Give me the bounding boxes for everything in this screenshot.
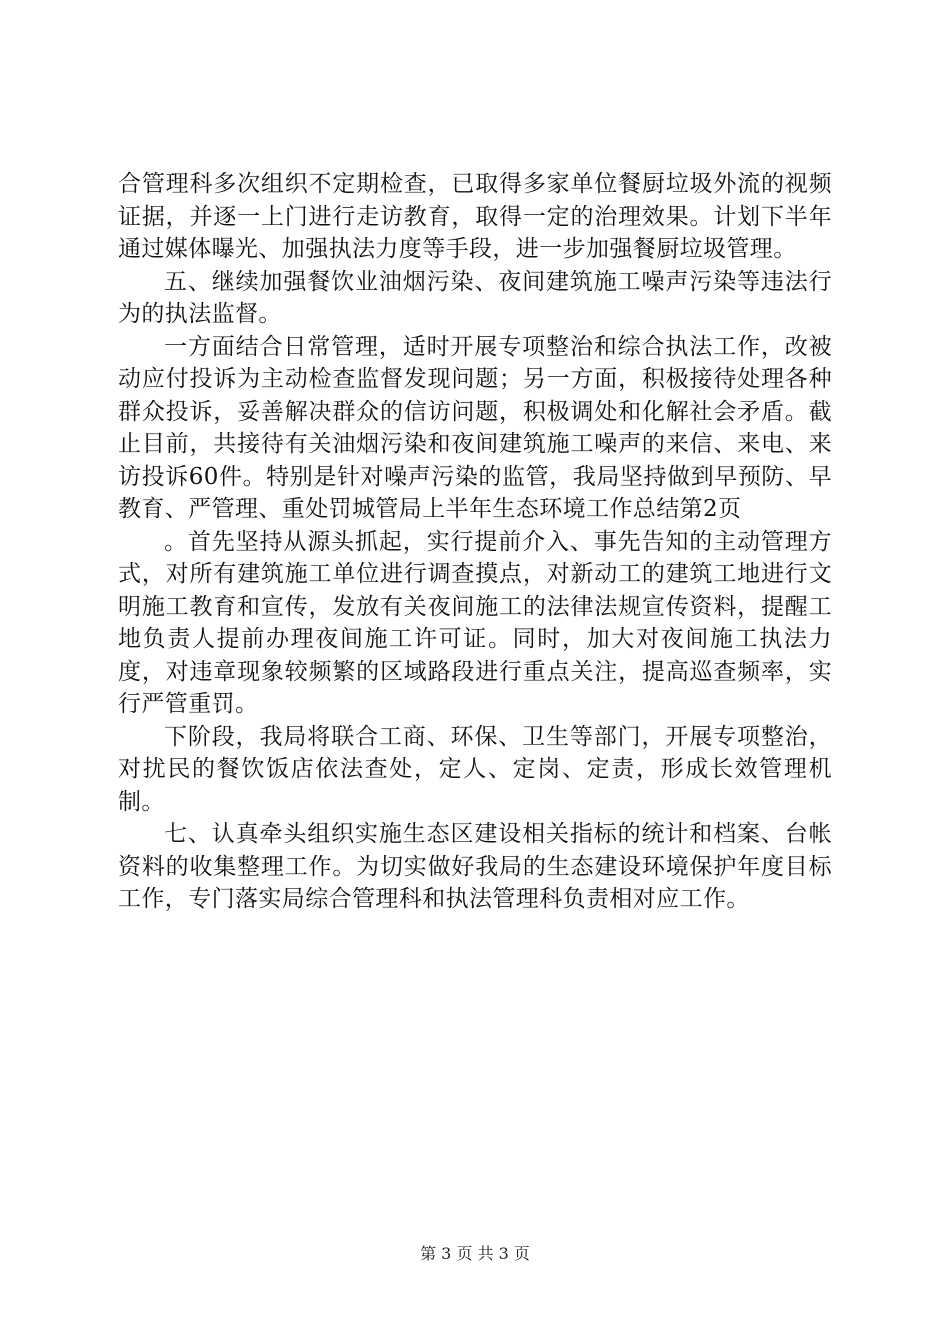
paragraph-section-five-heading: 五、继续加强餐饮业油烟污染、夜间建筑施工噪声污染等违法行为的执法监督。	[118, 268, 832, 327]
document-body	[118, 168, 832, 916]
paragraph-source-control: 。首先坚持从源头抓起，实行提前介入、事先告知的主动管理方式，对所有建筑施工单位进行调查摸点，对新动工的建筑工地进行文明施工教育和宣传，发放有关夜间施工的法律法规宣传资料，提醒工地负责人提前办理夜间施工许可证。同时，加大对夜间施工执法力度，对违章现象较频繁的区域路段进行重点关注，提高巡查频率，实行严管重罚。	[118, 528, 832, 717]
page-number-footer: 第 3 页 共 3 页	[420, 1244, 530, 1263]
paragraph-next-stage: 下阶段，我局将联合工商、环保、卫生等部门，开展专项整治，对扰民的餐饮饭店依法查处，定人、定岗、定责，形成长效管理机制。	[118, 723, 832, 815]
paragraph-section-seven: 七、认真牵头组织实施生态区建设相关指标的统计和档案、台帐资料的收集整理工作。为切实做好我局的生态建设环境保护年度目标工作，专门落实局综合管理科和执法管理科负责相对应工作。	[118, 821, 832, 912]
paragraph-continuation: 合管理科多次组织不定期检查，已取得多家单位餐厨垃圾外流的视频证据，并逐一上门进行走访教育，取得一定的治理效果。计划下半年通过媒体曝光、加强执法力度等手段，进一步加强餐厨垃圾管理。	[118, 171, 832, 262]
paragraph-complaint-handling: 一方面结合日常管理，适时开展专项整治和综合执法工作，改被动应付投诉为主动检查监督发现问题；另一方面，积极接待处理各种群众投诉，妥善解决群众的信访问题，积极调处和化解社会矛盾。截止目前，共接待有关油烟污染和夜间建筑施工噪声的来信、来电、来访投诉60件。特别是针对噪声污染的监管，我局坚持做到早预防、早教育、严管理、重处罚城管局上半年生态环境工作总结第2页	[118, 333, 832, 522]
